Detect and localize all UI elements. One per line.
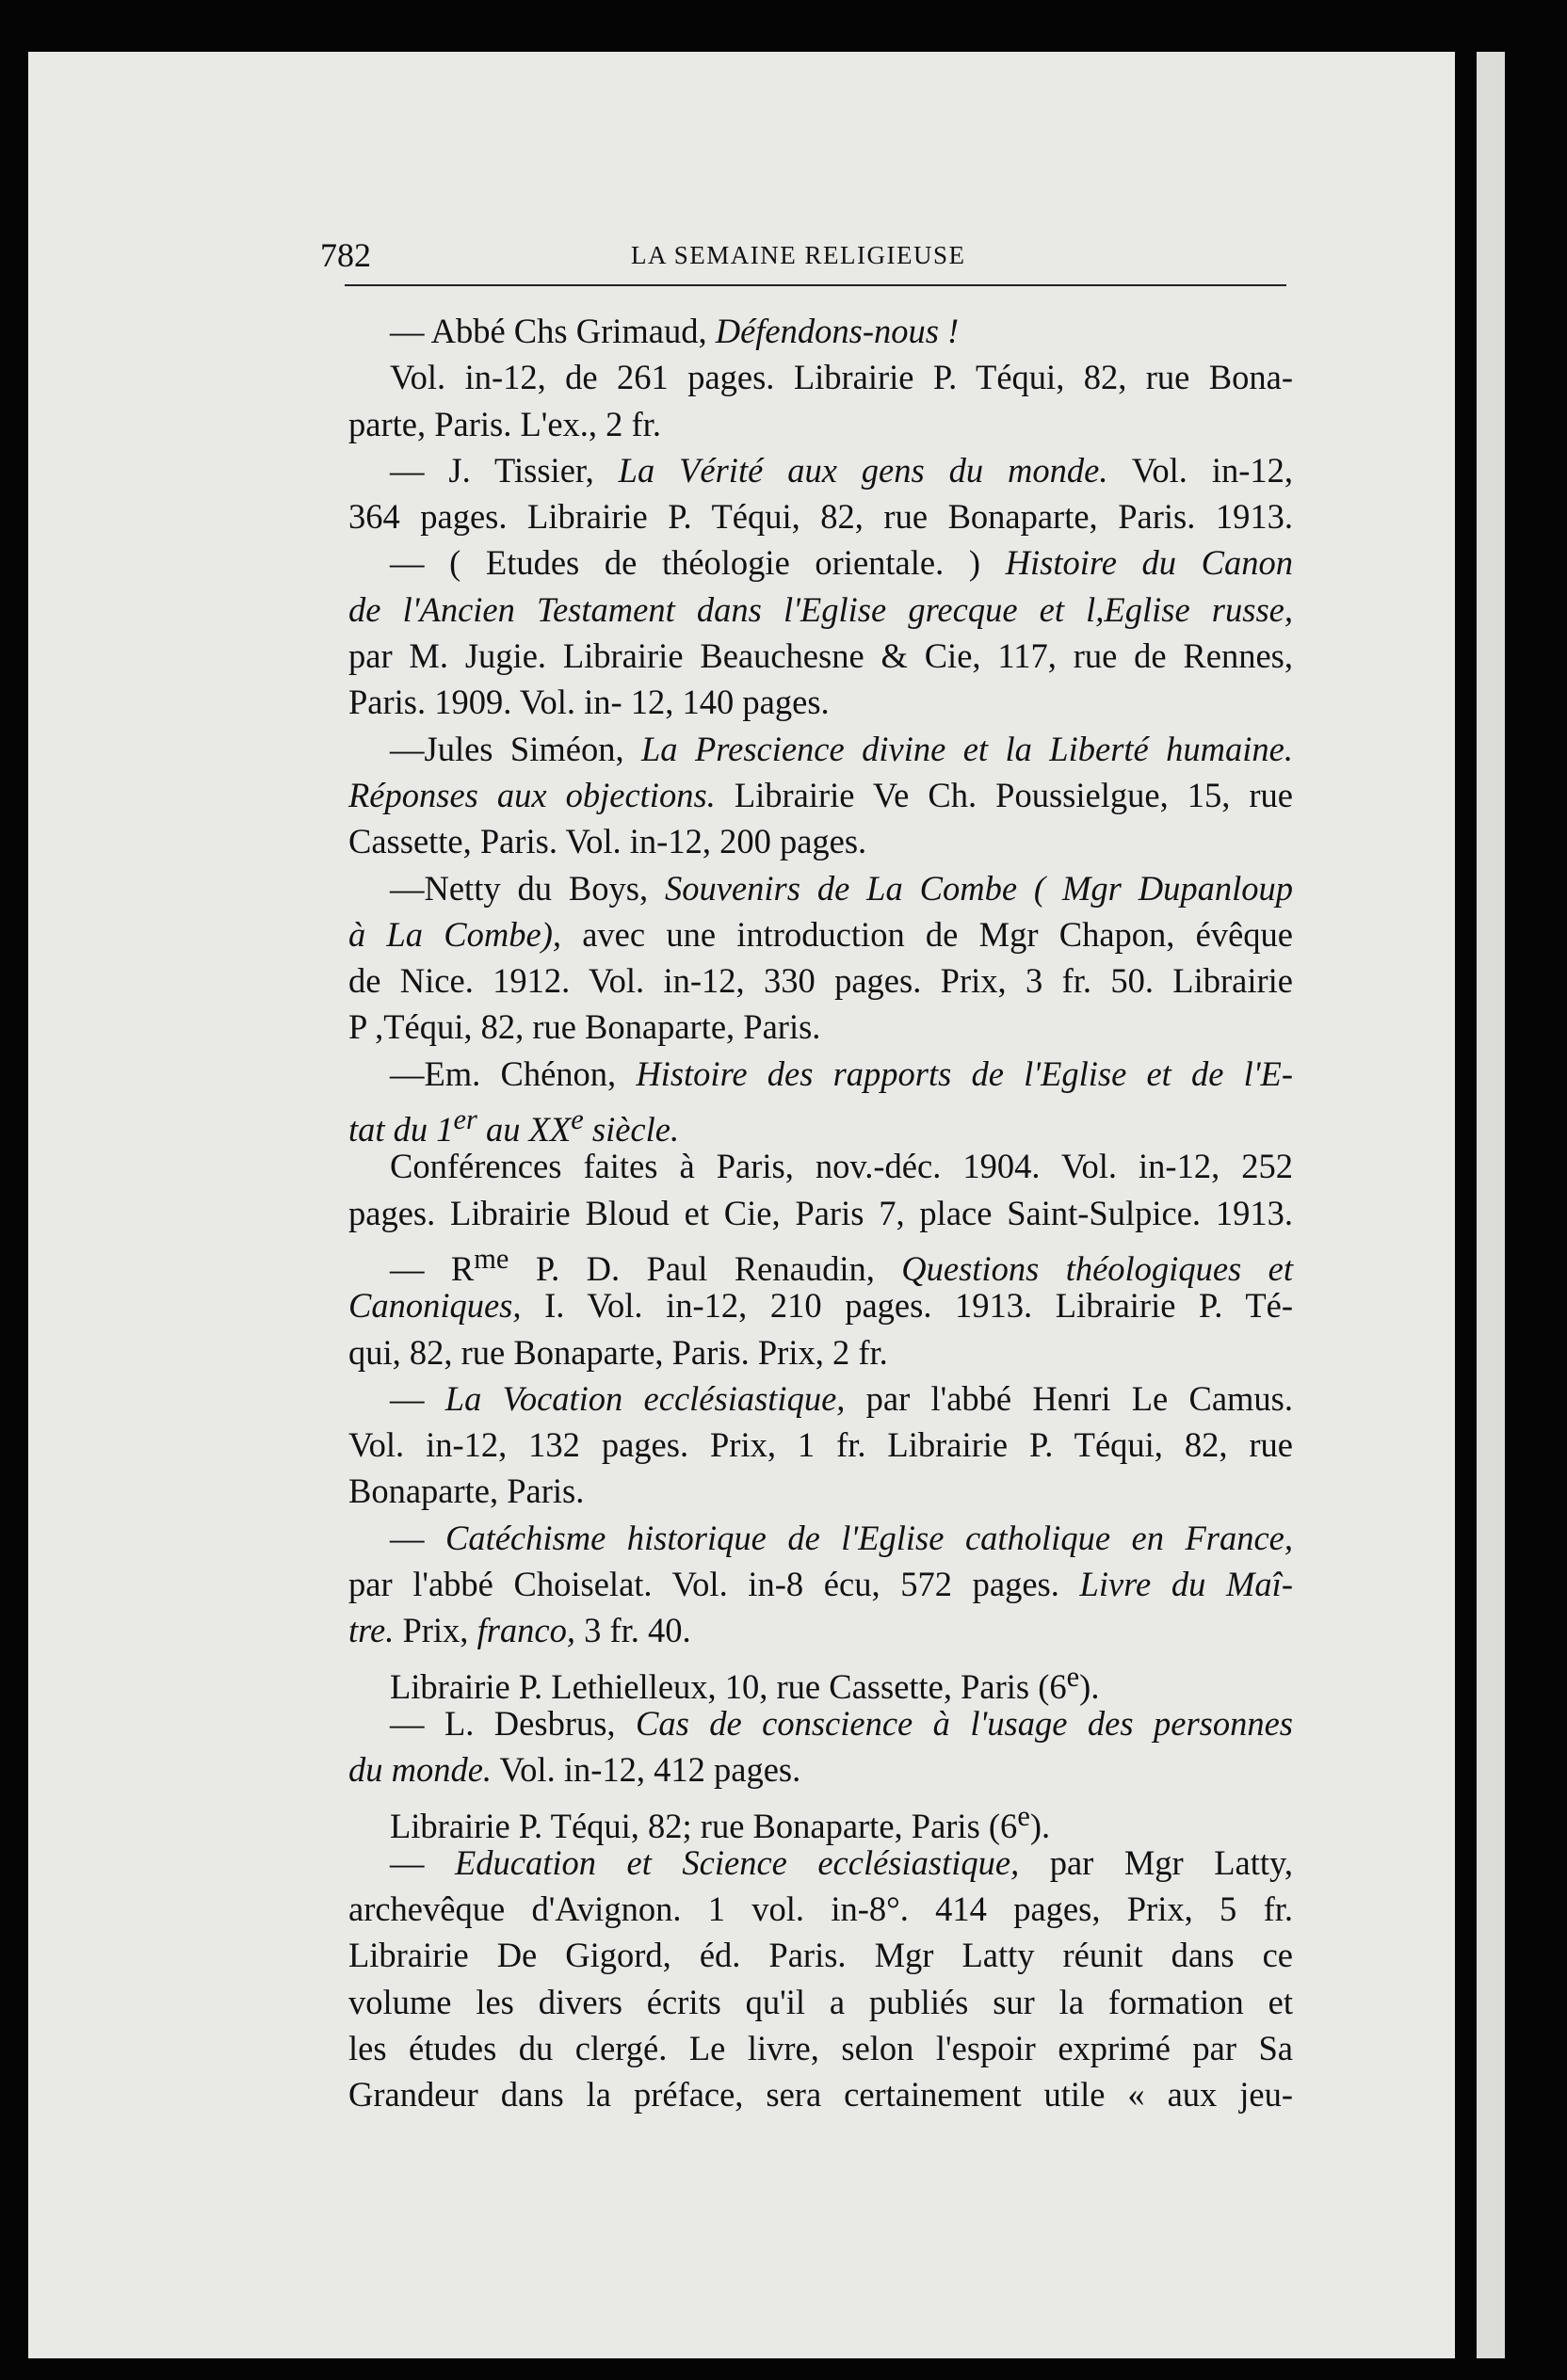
text-line: qui, 82, rue Bonaparte, Paris. Prix, 2 fr. bbox=[348, 1332, 888, 1372]
text-line: — Catéchisme historique de l'Eglise catholique en France, bbox=[390, 1518, 1293, 1557]
text-line: Librairie P. Téqui, 82; rue Bonaparte, Paris (6e). bbox=[390, 1799, 1051, 1845]
text-line: Vol. in-12, de 261 pages. Librairie P. Téqui, 82, rue Bona- bbox=[390, 358, 1293, 397]
page-number: 782 bbox=[320, 236, 371, 274]
text-line: Conférences faites à Paris, nov.-déc. 1904. Vol. in-12, 252 bbox=[390, 1147, 1293, 1186]
running-title: LA SEMAINE RELIGIEUSE bbox=[631, 241, 966, 269]
text-line: —Em. Chénon, Histoire des rapports de l'Eglise et de l'E- bbox=[390, 1053, 1294, 1093]
text-line: Cassette, Paris. Vol. in-12, 200 pages. bbox=[348, 822, 867, 861]
text-line: Vol. in-12, 132 pages. Prix, 1 fr. Librairie P. Téqui, 82, rue bbox=[348, 1425, 1293, 1465]
text-line: P ,Téqui, 82, rue Bonaparte, Paris. bbox=[348, 1007, 821, 1047]
text-line: volume les divers écrits qu'il a publiés sur la formation et bbox=[348, 1982, 1293, 2021]
text-line: — La Vocation ecclésiastique, par l'abbé Henri Le Camus. bbox=[390, 1378, 1294, 1418]
text-line: pages. Librairie Bloud et Cie, Paris 7, place Saint-Sulpice. 1913. bbox=[348, 1193, 1293, 1232]
text-line: Librairie De Gigord, éd. Paris. Mgr Latty réunit dans ce bbox=[348, 1936, 1293, 1975]
text-line: par M. Jugie. Librairie Beauchesne & Cie, 117, rue de Rennes, bbox=[348, 636, 1293, 676]
text-line: de l'Ancien Testament dans l'Eglise grecque et l,Eglise russe, bbox=[348, 589, 1293, 629]
text-line: parte, Paris. L'ex., 2 fr. bbox=[348, 404, 661, 443]
header-rule bbox=[345, 284, 1286, 286]
text-line: — $R^{me}$ P. D. Paul Renaudin, Questions théologiques et bbox=[390, 1242, 1293, 1289]
text-line: — Education et Science ecclésiastique, par Mgr Latty, bbox=[390, 1842, 1293, 1882]
text-line: du monde. Vol. in-12, 412 pages. bbox=[348, 1750, 801, 1790]
text-line: de Nice. 1912. Vol. in-12, 330 pages. Prix, 3 fr. 50. Librairie bbox=[348, 961, 1293, 1001]
text-line: Librairie P. Lethielleux, 10, rue Cassette, Paris (6e). bbox=[390, 1660, 1100, 1706]
text-line: par l'abbé Choiselat. Vol. in-8 écu, 572 pages. Livre du Maî- bbox=[348, 1565, 1293, 1604]
text-line: à La Combe), avec une introduction de Mgr Chapon, évêque bbox=[348, 914, 1293, 954]
text-line: Réponses aux objections. Librairie Ve Ch. Poussielgue, 15, rue bbox=[348, 775, 1293, 814]
text-line: Paris. 1909. Vol. in- 12, 140 pages. bbox=[348, 683, 830, 722]
text-line: Canoniques, I. Vol. in-12, 210 pages. 1913. Librairie P. Té- bbox=[348, 1286, 1293, 1326]
text-line: — ( Etudes de théologie orientale. ) Histoire du Canon bbox=[390, 543, 1293, 583]
text-line: —Jules Siméon, La Prescience divine et la Liberté humaine. bbox=[390, 729, 1293, 768]
text-line: archevêque d'Avignon. 1 vol. in-8°. 414 pages, Prix, 5 fr. bbox=[348, 1890, 1293, 1929]
text-line: — Abbé Chs Grimaud, Défendons-nous ! bbox=[390, 312, 960, 350]
page-header bbox=[320, 235, 1290, 282]
text-line: — J. Tissier, La Vérité aux gens du monde. Vol. in-12, bbox=[390, 450, 1293, 490]
text-line: 364 pages. Librairie P. Téqui, 82, rue Bonaparte, Paris. 1913. bbox=[348, 497, 1293, 537]
text-line: tat du 1er au XXe siècle. bbox=[348, 1103, 680, 1150]
text-line: tre. Prix, franco, 3 fr. 40. bbox=[348, 1611, 691, 1650]
facing-page-edge bbox=[1477, 52, 1505, 2358]
bibliography-text bbox=[348, 308, 1293, 2118]
text-line: —Netty du Boys, Souvenirs de La Combe ( Mgr Dupanloup bbox=[390, 868, 1293, 908]
text-line: Grandeur dans la préface, sera certainement utile « aux jeu- bbox=[348, 2075, 1293, 2115]
text-line: Bonaparte, Paris. bbox=[348, 1471, 585, 1511]
text-line: les études du clergé. Le livre, selon l'espoir exprimé par Sa bbox=[348, 2028, 1293, 2067]
text-line: — L. Desbrus, Cas de conscience à l'usage des personnes bbox=[390, 1703, 1294, 1743]
